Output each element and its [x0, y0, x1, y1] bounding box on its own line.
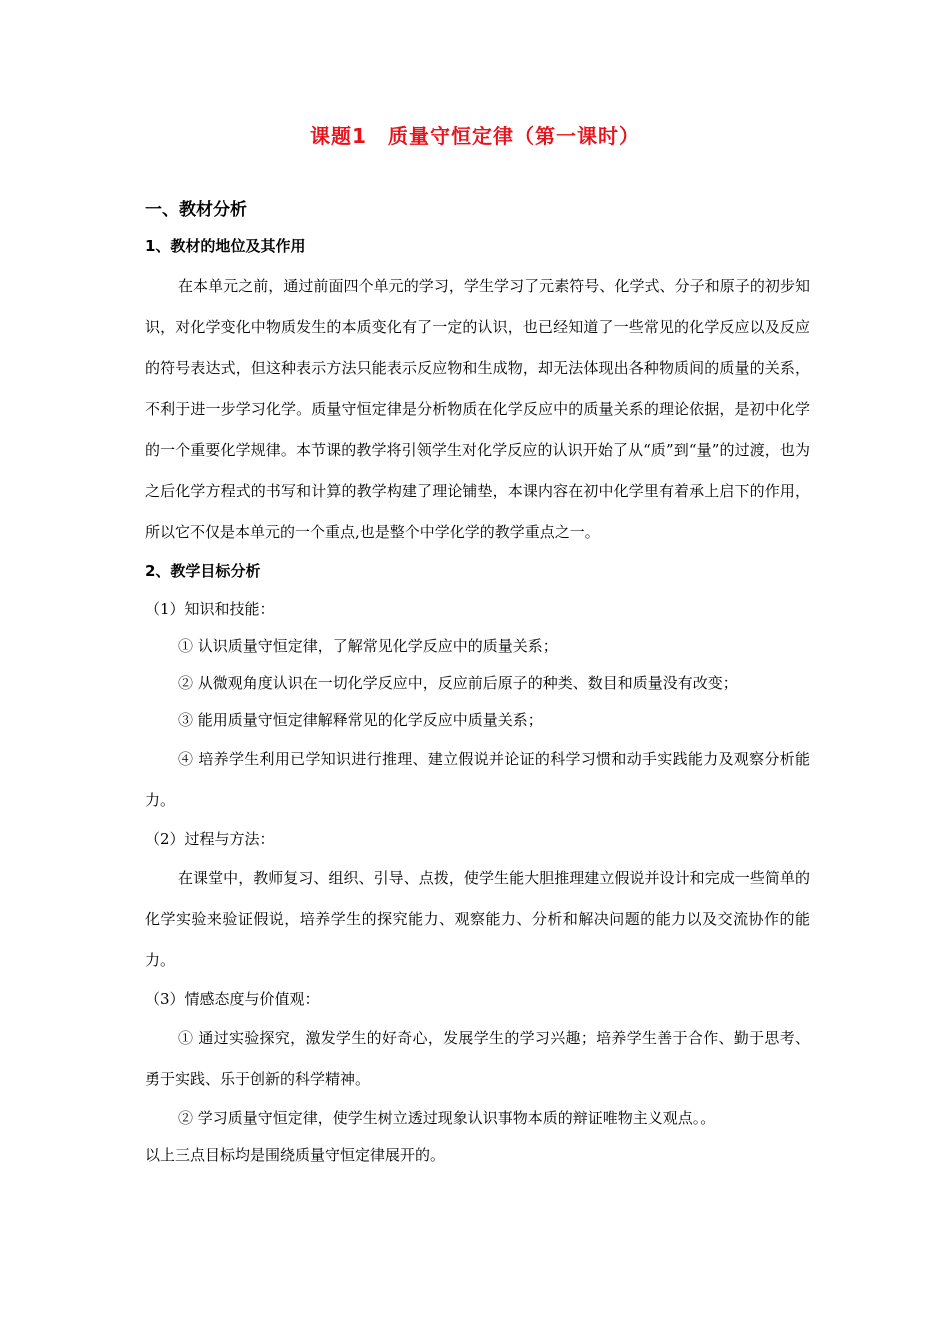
section-heading-textbook-analysis: 一、教材分析: [145, 200, 247, 220]
document-title: 课题1 质量守恒定律（第一课时）: [310, 124, 640, 148]
subsection-heading-teaching-goals: 2、教学目标分析: [145, 562, 261, 580]
paragraph-process-method: 在课堂中，教师复习、组织、引导、点拨，使学生能大胆推理建立假说并设计和完成一些简单的化学实验来验证假说，培养学生的探究能力、观察能力、分析和解决问题的能力以及交流协作的能力。: [145, 869, 810, 969]
goal-item-knowledge-4: ④ 培养学生利用已学知识进行推理、建立假说并论证的科学习惯和动手实践能力及观察分析能力。: [145, 750, 810, 809]
goal-item-knowledge-2: ② 从微观角度认识在一切化学反应中，反应前后原子的种类、数目和质量没有改变；: [178, 674, 738, 692]
goal-item-emotion-1: ① 通过实验探究，激发学生的好奇心，发展学生的学习兴趣；培养学生善于合作、勤于思考、勇于实践、乐于创新的科学精神。: [145, 1029, 810, 1088]
goal-label-process-method: （2）过程与方法：: [145, 830, 275, 848]
subsection-heading-status-role: 1、教材的地位及其作用: [145, 237, 306, 255]
goal-item-knowledge-3: ③ 能用质量守恒定律解释常见的化学反应中质量关系；: [178, 711, 543, 729]
goal-label-emotion-values: （3）情感态度与价值观：: [145, 990, 320, 1008]
goal-item-emotion-2: ② 学习质量守恒定律，使学生树立透过现象认识事物本质的辩证唯物主义观点。。: [178, 1109, 716, 1127]
document-body: [145, 196, 810, 1174]
goal-label-knowledge-skills: （1）知识和技能：: [145, 600, 275, 618]
closing-sentence: 以上三点目标均是围绕质量守恒定律展开的。: [145, 1146, 446, 1164]
goal-item-knowledge-1: ① 认识质量守恒定律，了解常见化学反应中的质量关系；: [178, 637, 558, 655]
paragraph-status-role: 在本单元之前，通过前面四个单元的学习，学生学习了元素符号、化学式、分子和原子的初步知识，对化学变化中物质发生的本质变化有了一定的认识，也已经知道了一些常见的化学反应以及反应的符号表达式，但这种表示方法只能表示反应物和生成物，却无法体现出各种物质间的质量的关系，不利于进一步学习化学。质量守恒定律是分析物质在化学反应中的质量关系的理论依据，是初中化学的一个重要化学规律。本节课的教学将引领学生对化学反应的认识开始了从“质”到“量”的过渡，也为之后化学方程式的书写和计算的教学构建了理论铺垫，本课内容在初中化学里有着承上启下的作用，所以它不仅是本单元的一个重点,也是整个中学化学的教学重点之一。: [145, 277, 810, 541]
